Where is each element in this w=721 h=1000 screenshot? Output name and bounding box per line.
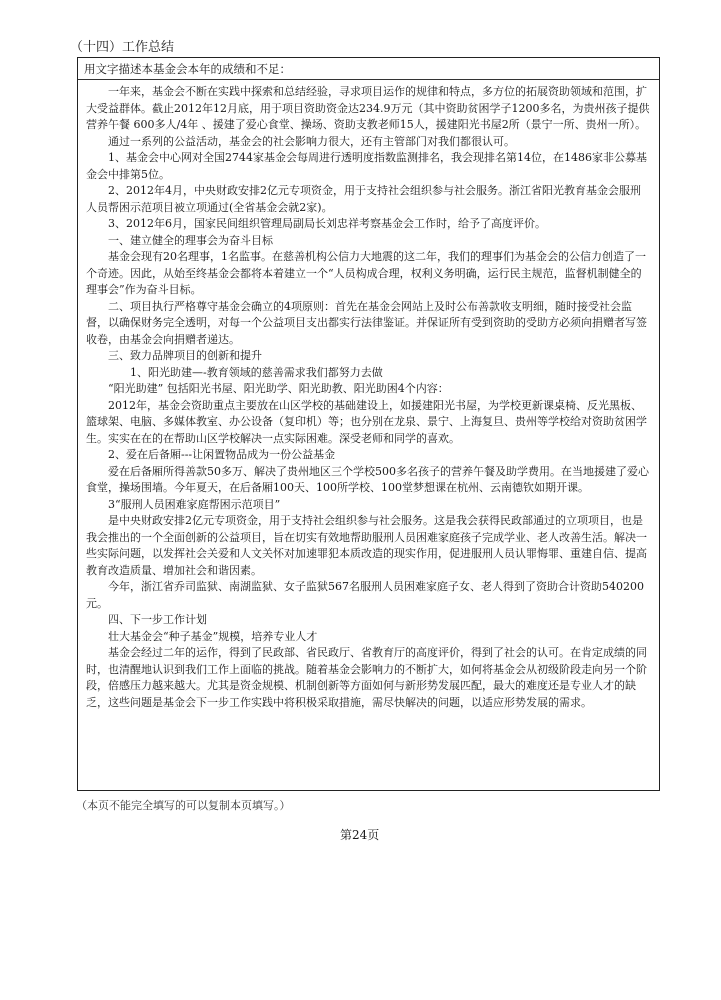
- paragraph-board: 基金会现有20名理事，1名监事。在慈善机构公信力大地震的这二年，我们的理事们为基金会的公信力创造了一个奇迹。因此，从始至终基金会都将本着建立一个“人员构成合理，权利义务明确，运行民主规范，监督机制健全的理事会”作为奋斗目标。: [86, 250, 646, 296]
- paragraph-ranking: 1、基金会中心网对全国2744家基金会每周进行透明度指数监测排名，我会现排名第14位，在1486家非公募基金会中排第5位。: [86, 151, 647, 181]
- page-number: 第24页: [340, 828, 380, 842]
- paragraph-evaluation: 3、2012年6月，国家民间组织管理局副局长刘忠祥考察基金会工作时，给予了高度评价。: [108, 217, 546, 230]
- paragraph-sunshine-scope: “阳光助建” 包括阳光书屋、阳光助学、阳光助教、阳光助困4个内容：: [108, 382, 449, 395]
- heading-next-plan: 四、下一步工作计划: [108, 613, 207, 626]
- heading-sunshine: 1、阳光助建—-教育领域的慈善需求我们都努力去做: [130, 365, 383, 379]
- summary-box: [77, 57, 660, 791]
- paragraph-principles: 二、项目执行严格尊守基金会确立的4项原则：首先在基金会网站上及时公布善款收支明细，随时接受社会监督，以确保财务完全透明，对每一个公益项目支出都实行法律鉴证。并保证所有受到资助的受助方必须向捐赠者写签收卷，由基金会向捐赠者递达。: [86, 299, 647, 346]
- footnote: （本页不能完全填写的可以复制本页填写。）: [76, 799, 291, 812]
- paragraph-challenges: 基金会经过二年的运作，得到了民政部、省民政厅、省教育厅的高度评价，得到了社会的认可。在肯定成绩的同时，也清醒地认识到我们工作上面临的挑战。随着基金会影响力的不断扩大，如何将基金会从初级阶段走向另一个阶段，倍感压力越来越大。尤其是资金规模、机制创新等方面如何与新形势发展匹配，最大的难度还是专业人才的缺乏，这些问题是基金会下一步工作实践中将积极采取措施，需尽快解决的问题，以适应形势发展的需求。: [86, 646, 647, 709]
- summary-header: 用文字描述本基金会本年的成绩和不足：: [78, 58, 659, 80]
- paragraph-seed-fund: 壮大基金会“种子基金”规模，培养专业人才: [108, 629, 318, 643]
- paragraph-sunshine-2012: 2012年，基金会资助重点主要放在山区学校的基础建设上，如援建阳光书屋，为学校更新课桌椅、反光黑板、篮球架、电脑、多媒体教室、办公设备（复印机）等；也分别在龙泉、景宁、上海复旦、贵州等学校给对资助贫困学生。实实在在的在帮助山区学校解决一点实际困难。深受老师和同学的喜欢。: [86, 398, 647, 445]
- paragraph-overview: 一年来，基金会不断在实践中探索和总结经验，寻求项目运作的规律和特点，多方位的拓展资助领域和范围，扩大受益群体。截止2012年12月底，用于项目资助资金达234.9万元（其中资助贫困学子1200多名，为贵州孩子提供营养午餐 600多人/4年 、援建了爱心食堂、操场、资助支教老师15人，援建阳光书屋2所（景宁一所、贵州一所）。: [86, 85, 650, 131]
- summary-content: [86, 84, 651, 711]
- section-title: （十四）工作总结: [70, 40, 175, 55]
- paragraph-influence: 通过一系列的公益活动，基金会的社会影响力很大，还有主管部门对我们都很认可。: [108, 134, 515, 148]
- heading-board: 一、建立健全的理事会为奋斗目标: [108, 233, 273, 247]
- paragraph-trunk: 爱在后备厢所得善款50多万、解决了贵州地区三个学校500多名孩子的营养午餐及助学费用。在当地援建了爱心食堂，操场围墙。今年夏天，在后备厢100天、100所学校、100堂梦想课在杭州、云南德钦如期开课。: [86, 464, 649, 494]
- heading-brand: 三、致力品牌项目的创新和提升: [108, 349, 262, 362]
- heading-trunk: 2、爱在后备厢---让闲置物品成为一份公益基金: [108, 448, 336, 461]
- paragraph-funding: 2、2012年4月，中央财政安排2亿元专项资金，用于支持社会组织参与社会服务。浙江省阳光教育基金会服刑人员帮困示范项目被立项通过(全省基金会就2家)。: [86, 184, 641, 214]
- paragraph-prisoner-aid: 今年，浙江省乔司监狱、南湖监狱、女子监狱567名服刑人员困难家庭子女、老人得到了资助合计资助540200元。: [86, 580, 644, 610]
- paragraph-prisoner-families: 是中央财政安排2亿元专项资金，用于支持社会组织参与社会服务。这是我会获得民政部通过的立项项目，也是我会推出的一个全面创新的公益项目，旨在切实有效地帮助服刑人员困难家庭孩子完成学业、老人改善生活。解决一些实际问题，以发挥社会关爱和人文关怀对加速罪犯本质改造的现实作用，促进服刑人员认罪悔罪、重建自信、提高教育改造质量、增加社会和谐因素。: [86, 514, 647, 577]
- heading-prisoner-families: 3“服刑人员困难家庭帮困示范项目”: [108, 497, 281, 511]
